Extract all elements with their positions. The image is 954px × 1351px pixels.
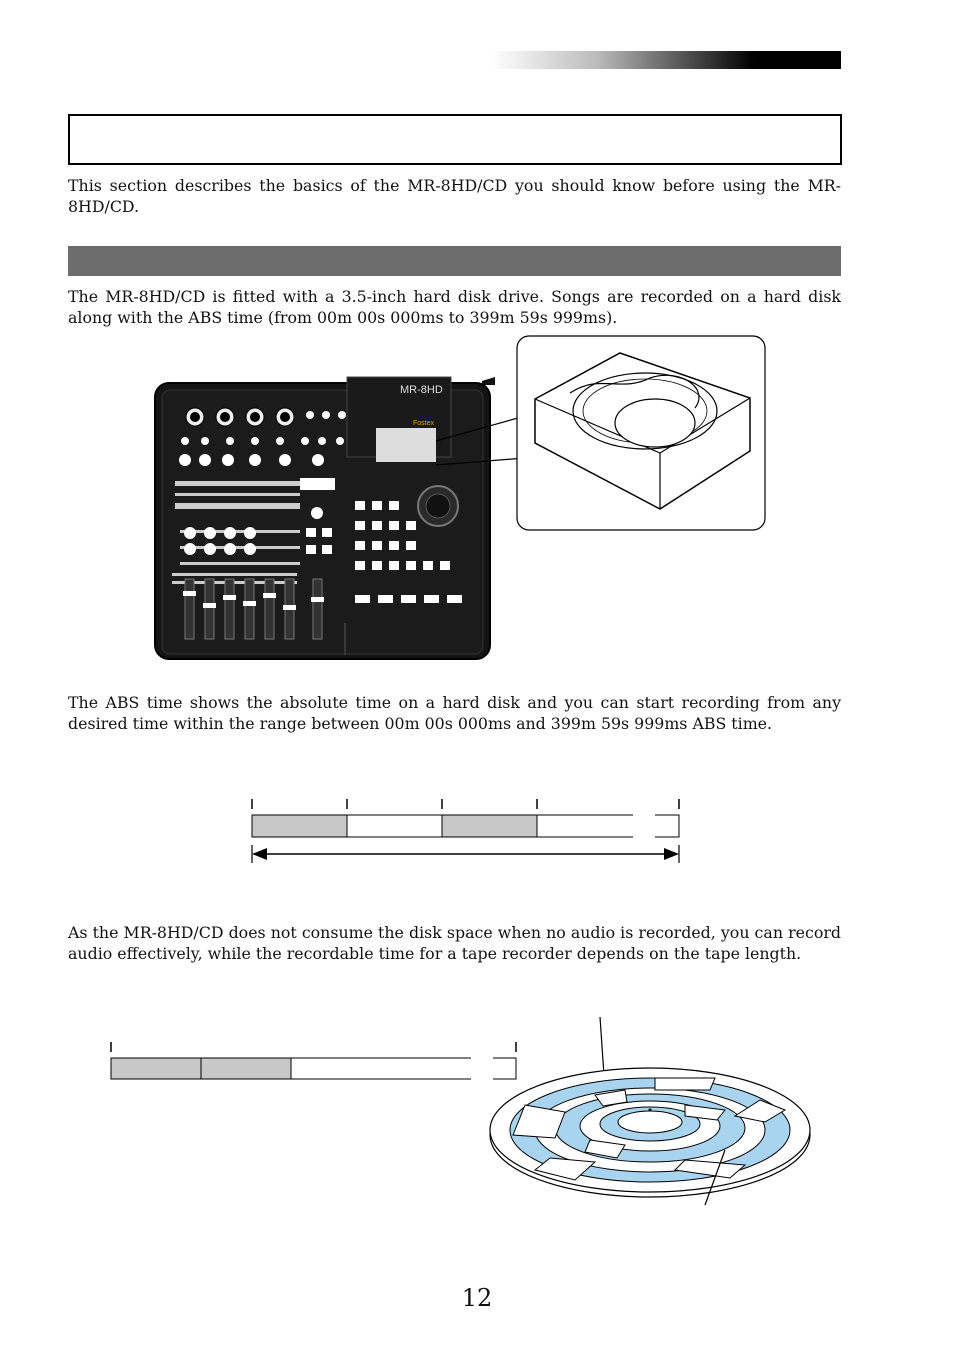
- subsection-header-bar: [68, 246, 841, 276]
- tape-timeline-diagram: [105, 1038, 525, 1088]
- empty-segment-2: [537, 815, 633, 837]
- header-gradient-bar: [492, 51, 841, 69]
- disk-space-paragraph: As the MR-8HD/CD does not consume the disk space when no audio is recorded, you can record audio effectively, while the recordable time for a tape recorder depends on the tape length.: [68, 923, 841, 963]
- tape-recorded-2: [201, 1058, 291, 1079]
- model-label: MR-8HD: [400, 384, 443, 396]
- lcd-screen: [376, 428, 436, 462]
- brand-label: Fostex: [413, 420, 435, 427]
- section-title-box: [68, 114, 842, 165]
- recorded-segment-1: [252, 815, 347, 837]
- page-number: 12: [461, 1284, 493, 1312]
- intro-paragraph: This section describes the basics of the MR-8HD/CD you should know before using the MR-8HD/CD.: [68, 176, 841, 216]
- device-illustration: [150, 333, 770, 663]
- empty-segment-1: [347, 815, 442, 837]
- abs-time-paragraph: The ABS time shows the absolute time on a hard disk and you can start recording from any desired time within the range between 00m 00s 000ms and 399m 59s 999ms ABS time.: [68, 693, 841, 733]
- recorded-segment-2: [442, 815, 537, 837]
- disk-platter-illustration: [485, 1010, 845, 1210]
- tape-recorded-1: [111, 1058, 201, 1079]
- hard-disk-paragraph: The MR-8HD/CD is fitted with a 3.5-inch hard disk drive. Songs are recorded on a hard disk along with the ABS time (from 00m 00s 000ms to 399m 59s 999ms).: [68, 287, 841, 327]
- abs-timeline-diagram: [245, 795, 690, 870]
- tape-empty-segment: [291, 1058, 471, 1079]
